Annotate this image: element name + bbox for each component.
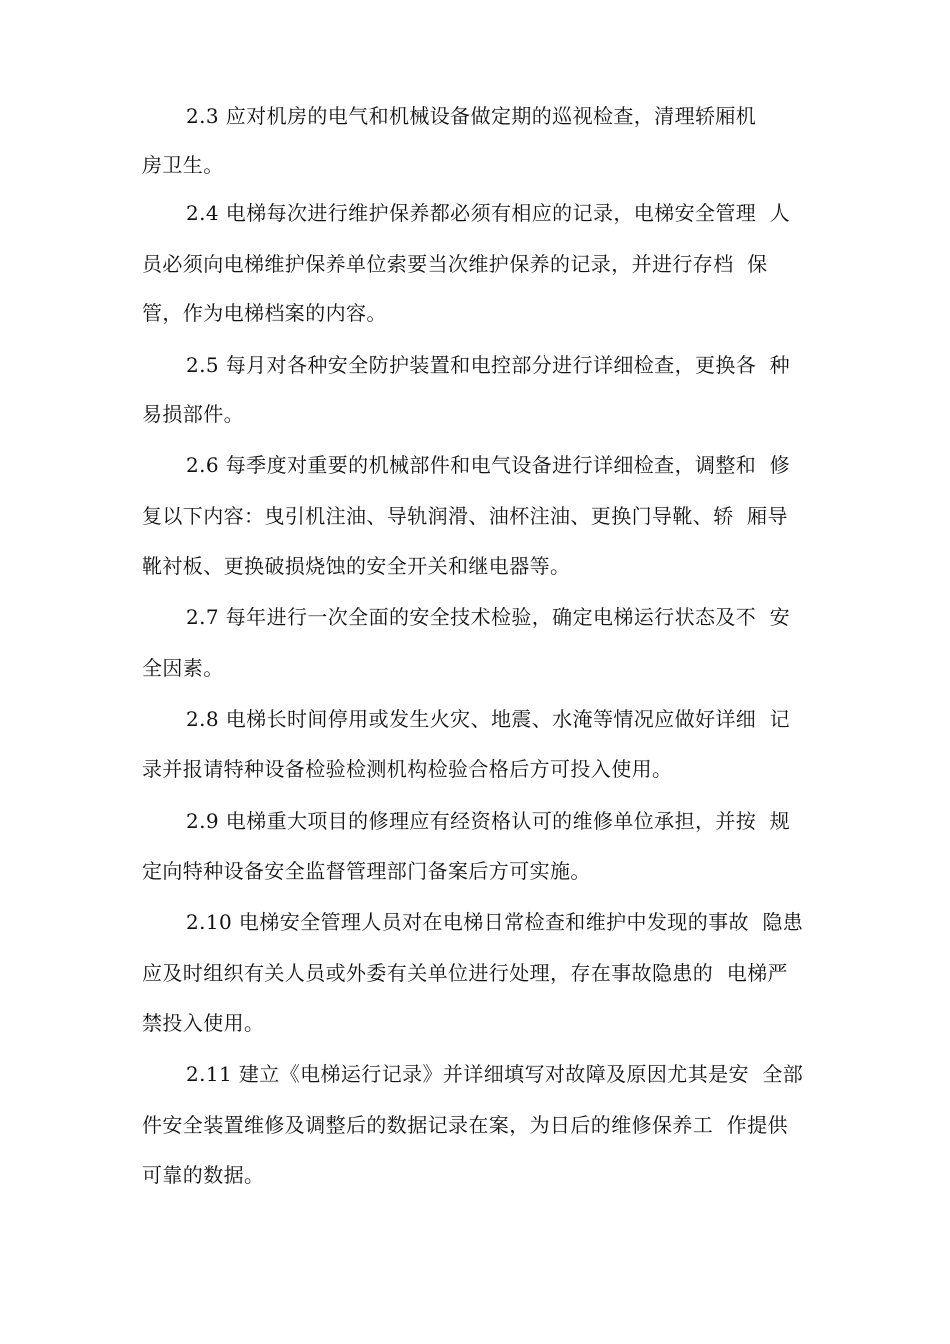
paragraph-2-4-line-3: 管，作为电梯档案的内容。 xyxy=(142,301,387,325)
paragraph-2-3-line-2: 房卫生。 xyxy=(142,153,224,177)
paragraph-2-5-line-2: 易损部件。 xyxy=(142,402,244,426)
paragraph-2-5-line-1: 2.5 每月对各种安全防护装置和电控部分进行详细检查，更换各 种 xyxy=(186,353,791,377)
paragraph-2-9-line-1: 2.9 电梯重大项目的修理应有经资格认可的维修单位承担，并按 规 xyxy=(186,809,791,833)
paragraph-2-6-line-3: 靴衬板、更换破损烧蚀的安全开关和继电器等。 xyxy=(142,554,571,578)
paragraph-2-10-line-3: 禁投入使用。 xyxy=(142,1011,265,1035)
paragraph-2-7-line-2: 全因素。 xyxy=(142,656,224,680)
paragraph-2-6-line-1: 2.6 每季度对重要的机械部件和电气设备进行详细检查，调整和 修 xyxy=(186,453,791,477)
paragraph-2-3-line-1: 2.3 应对机房的电气和机械设备做定期的巡视检查，清理轿厢机 xyxy=(186,104,757,128)
paragraph-2-8-line-1: 2.8 电梯长时间停用或发生火灾、地震、水淹等情况应做好详细 记 xyxy=(186,707,791,731)
paragraph-2-11-line-3: 可靠的数据。 xyxy=(142,1163,265,1187)
paragraph-2-11-line-2: 件安全装置维修及调整后的数据记录在案，为日后的维修保养工 作提供 xyxy=(142,1113,788,1137)
paragraph-2-9-line-2: 定向特种设备安全监督管理部门备案后方可实施。 xyxy=(142,859,591,883)
paragraph-2-4-line-1: 2.4 电梯每次进行维护保养都必须有相应的记录，电梯安全管理 人 xyxy=(186,201,791,225)
paragraph-2-4-line-2: 员必须向电梯维护保养单位索要当次维护保养的记录，并进行存档 保 xyxy=(142,252,768,276)
paragraph-2-10-line-1: 2.10 电梯安全管理人员对在电梯日常检查和维护中发现的事故 隐患 xyxy=(186,910,804,934)
paragraph-2-8-line-2: 录并报请特种设备检验检测机构检验合格后方可投入使用。 xyxy=(142,757,673,781)
paragraph-2-11-line-1: 2.11 建立《电梯运行记录》并详细填写对故障及原因尤其是安 全部 xyxy=(186,1062,804,1086)
paragraph-2-7-line-1: 2.7 每年进行一次全面的安全技术检验，确定电梯运行状态及不 安 xyxy=(186,605,791,629)
paragraph-2-6-line-2: 复以下内容：曳引机注油、导轨润滑、油杯注油、更换门导靴、轿 厢导 xyxy=(142,504,788,528)
paragraph-2-10-line-2: 应及时组织有关人员或外委有关单位进行处理，存在事故隐患的 电梯严 xyxy=(142,961,788,985)
